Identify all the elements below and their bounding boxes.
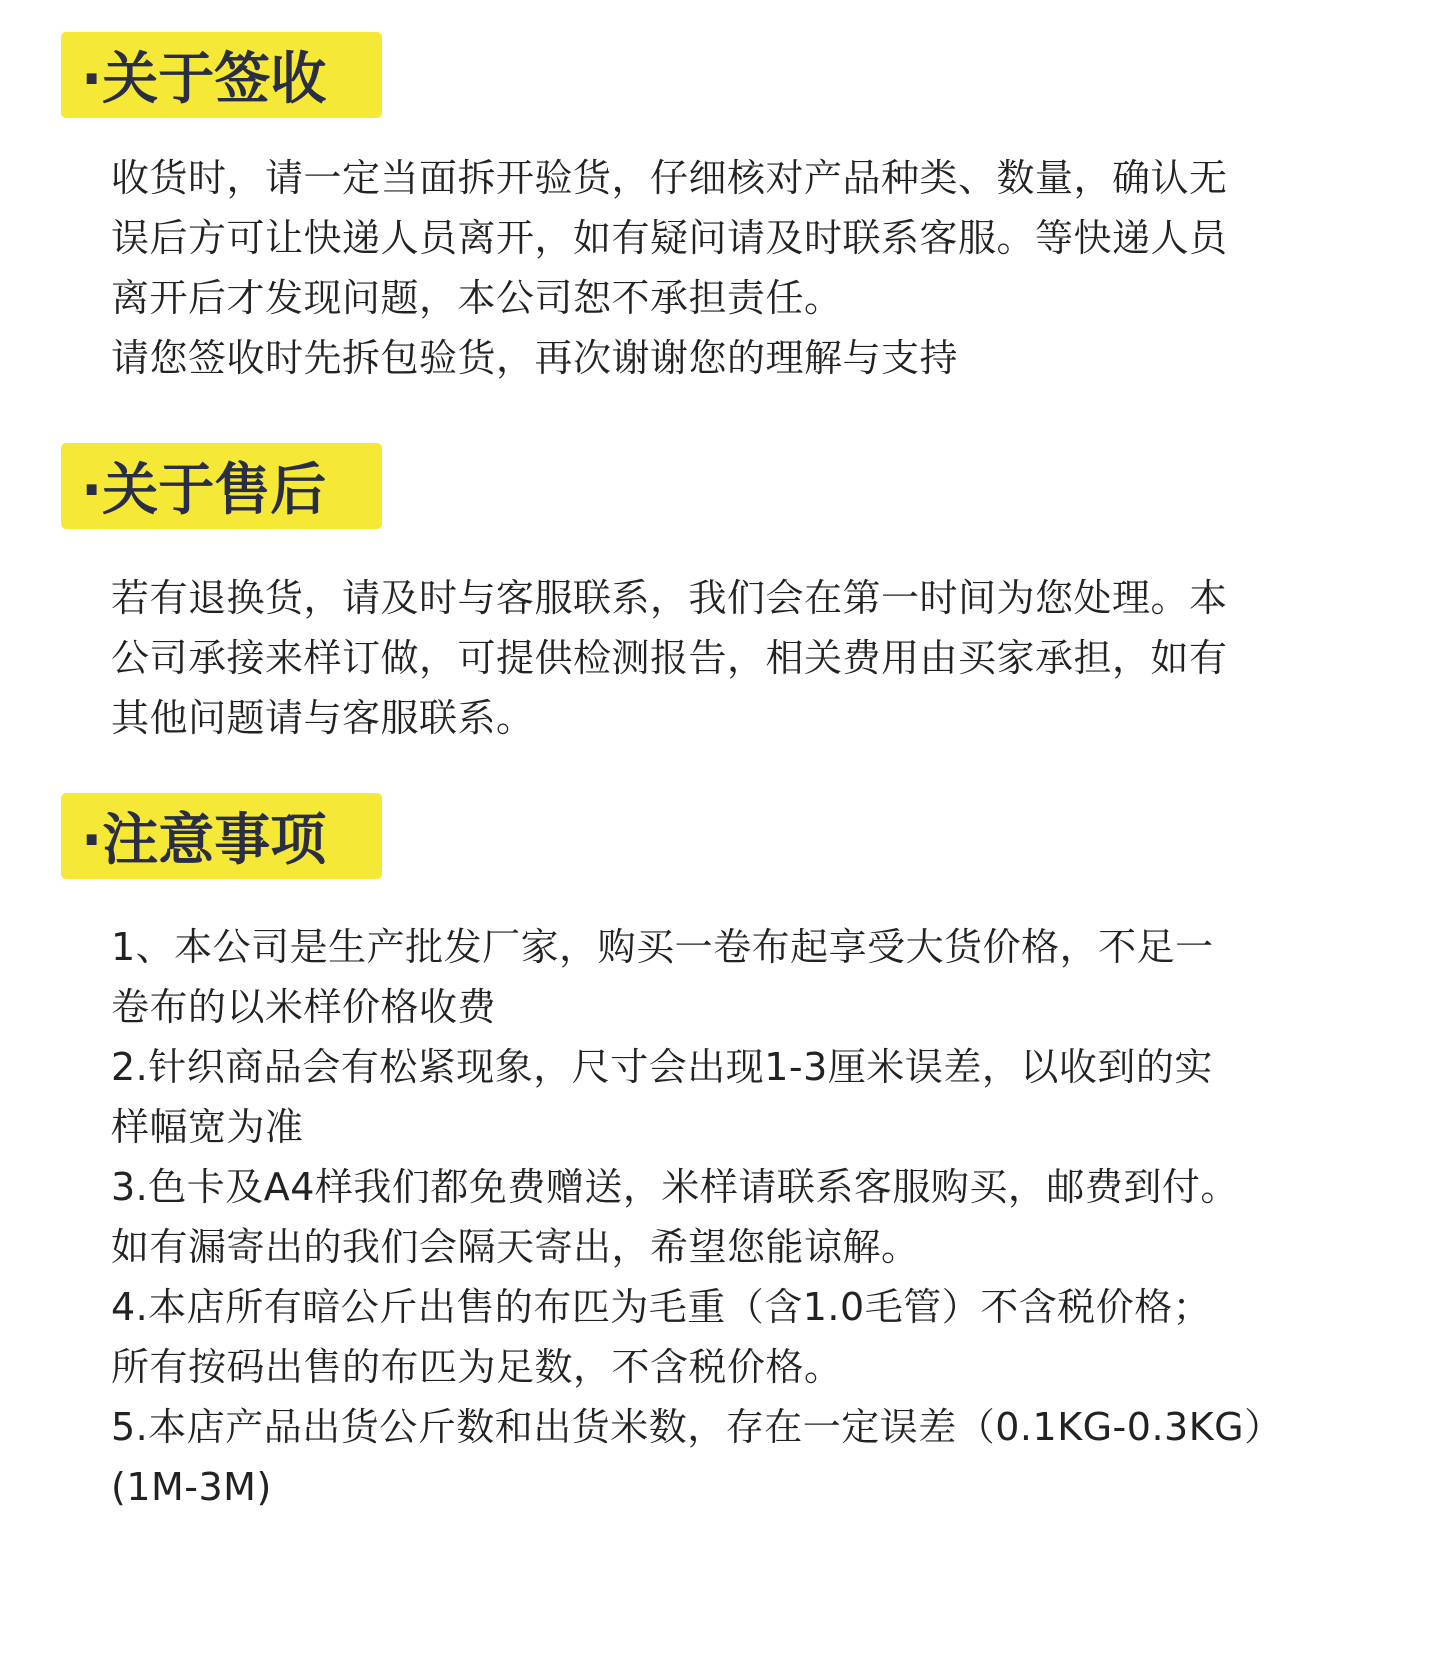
section-title-signing: ·关于签收 [61,32,382,118]
text-line: 公司承接来样订做，可提供检测报告，相关费用由买家承担，如有 [111,636,1228,680]
text-line: 5.本店产品出货公斤数和出货米数，存在一定误差（0.1KG-0.3KG） [111,1405,1283,1449]
text-line: 3.色卡及A4样我们都免费赠送，米样请联系客服购买，邮费到付。 [111,1165,1239,1209]
text-line: 卷布的以米样价格收费 [111,985,497,1029]
text-line: 离开后才发现问题，本公司恕不承担责任。 [111,276,843,320]
section-body-signing [111,148,1361,388]
text-line: 所有按码出售的布匹为足数，不含税价格。 [111,1345,843,1389]
section-body-notes [111,917,1361,1517]
text-line: 样幅宽为准 [111,1105,304,1149]
text-line: 4.本店所有暗公斤出售的布匹为毛重（含1.0毛管）不含税价格； [111,1285,1212,1329]
text-line: (1M-3M) [111,1465,272,1509]
section-title-after-sales: ·关于售后 [61,443,382,529]
text-line: 如有漏寄出的我们会隔天寄出，希望您能谅解。 [111,1225,920,1269]
text-line: 1、本公司是生产批发厂家，购买一卷布起享受大货价格，不足一 [111,925,1214,969]
text-line: 其他问题请与客服联系。 [111,696,535,740]
text-line: 收货时，请一定当面拆开验货，仔细核对产品种类、数量，确认无 [111,156,1228,200]
text-line: 2.针织商品会有松紧现象，尺寸会出现1-3厘米误差，以收到的实 [111,1045,1213,1089]
section-body-after-sales [111,568,1361,748]
text-line: 误后方可让快递人员离开，如有疑问请及时联系客服。等快递人员 [111,216,1228,260]
text-line: 请您签收时先拆包验货，再次谢谢您的理解与支持 [111,336,959,380]
section-title-notes: ·注意事项 [61,793,382,879]
text-line: 若有退换货，请及时与客服联系，我们会在第一时间为您处理。本 [111,576,1228,620]
